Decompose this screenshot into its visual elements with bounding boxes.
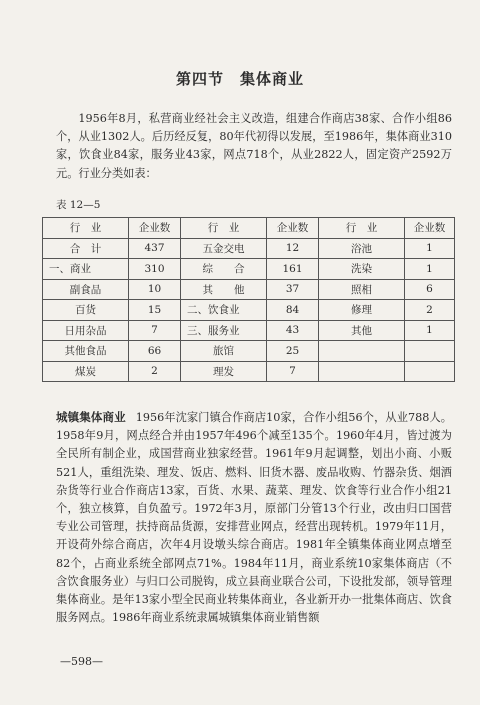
table-cell: 2 — [405, 300, 455, 321]
table-cell: 二、饮食业 — [181, 300, 267, 321]
urban-collective-paragraph — [56, 408, 452, 627]
table-cell: 其 他 — [181, 279, 267, 300]
table-cell: 合 计 — [43, 238, 129, 259]
table-label: 表 12—5 — [56, 199, 101, 211]
table-cell: 1 — [405, 320, 455, 341]
table-cell: 6 — [405, 279, 455, 300]
table-cell — [405, 341, 455, 362]
table-cell: 15 — [129, 300, 181, 321]
table-cell: 五金交电 — [181, 238, 267, 259]
table-cell: 洗染 — [319, 259, 405, 280]
table-row — [43, 341, 455, 362]
table-cell: 7 — [267, 361, 319, 382]
table-cell: 一、商业 — [43, 259, 129, 280]
table-cell — [405, 361, 455, 382]
table-row — [43, 259, 455, 280]
header-cell: 企业数 — [267, 218, 319, 239]
table-cell: 旅馆 — [181, 341, 267, 362]
table-row — [43, 320, 455, 341]
table-cell: 2 — [129, 361, 181, 382]
table-cell: 副食品 — [43, 279, 129, 300]
table-cell: 161 — [267, 259, 319, 280]
table-row — [43, 361, 455, 382]
industry-table — [42, 217, 454, 382]
table-cell: 综 合 — [181, 259, 267, 280]
table-cell: 1 — [405, 238, 455, 259]
page-number: —598— — [60, 655, 103, 668]
table-cell: 43 — [267, 320, 319, 341]
table-cell: 三、服务业 — [181, 320, 267, 341]
intro-paragraph: 1956年8月，私营商业经社会主义改造，组建合作商店38家、合作小组86个，从业1302人。后历经反复，80年代初得以发展，至1986年，集体商业310家，饮食业84家，服务业43家，网点718个，从业2822人，固定资产2592万元。行业分类如表： — [56, 112, 452, 180]
header-cell: 企业数 — [405, 218, 455, 239]
header-cell: 行 业 — [181, 218, 267, 239]
table-cell: 修理 — [319, 300, 405, 321]
header-cell: 行 业 — [319, 218, 405, 239]
table-cell: 其他 — [319, 320, 405, 341]
table-row — [43, 279, 455, 300]
table-row — [43, 238, 455, 259]
table-cell — [319, 341, 405, 362]
table-cell: 12 — [267, 238, 319, 259]
table-cell: 1 — [405, 259, 455, 280]
table-cell: 310 — [129, 259, 181, 280]
table-cell: 84 — [267, 300, 319, 321]
section-title: 第四节 集体商业 — [175, 70, 304, 88]
table-cell: 煤炭 — [43, 361, 129, 382]
table-cell: 437 — [129, 238, 181, 259]
table-cell: 照相 — [319, 279, 405, 300]
table-cell: 日用杂品 — [43, 320, 129, 341]
table-header-row — [43, 218, 455, 239]
table-cell: 浴池 — [319, 238, 405, 259]
table-row — [43, 300, 455, 321]
header-cell: 企业数 — [129, 218, 181, 239]
paragraph-lead-heading: 城镇集体商业 — [56, 410, 126, 424]
table-cell — [319, 361, 405, 382]
table-cell: 37 — [267, 279, 319, 300]
table-cell: 7 — [129, 320, 181, 341]
table-cell: 10 — [129, 279, 181, 300]
header-cell: 行 业 — [43, 218, 129, 239]
table-cell: 25 — [267, 341, 319, 362]
table-cell: 理发 — [181, 361, 267, 382]
table-cell: 其他食品 — [43, 341, 129, 362]
paragraph-body: 1956年沈家门镇合作商店10家，合作小组56个，从业788人。1958年9月，网点经合并由1957年496个减至135个。1960年4月，皆过渡为全民所有制企业，成国营商业独家经营。1961年9月起调整，划出小商、小贩521人，重组洗染、理发、饭店、燃料、旧货木器、废品收购、竹器杂货、烟酒杂货等行业合作商店13家，百货、水果、蔬菜、理发、饮食等行业合作小组21个，独立核算，自负盈亏。1972年3月，原部门分管13个行业，改由归口国营专业公司管理，扶持商品货源，安排营业网点，经营出现转机。1979年11月，开设荷外综合商店，次年4月设墩头综合商店。1981年全镇集体商业网点增至82个，占商业系统全部网点71%。1984年11月，商业系统10家集体商店（不含饮食服务业）与归口公司脱钩，成立县商业联合公司，下设批发部，领导管理集体商业。是年13家小型全民商业转集体商业，各业新开办一批集体商店、饮食服务网点。1986年商业系统隶属城镇集体商业销售额 — [56, 411, 452, 625]
table-cell: 66 — [129, 341, 181, 362]
table-cell: 百货 — [43, 300, 129, 321]
